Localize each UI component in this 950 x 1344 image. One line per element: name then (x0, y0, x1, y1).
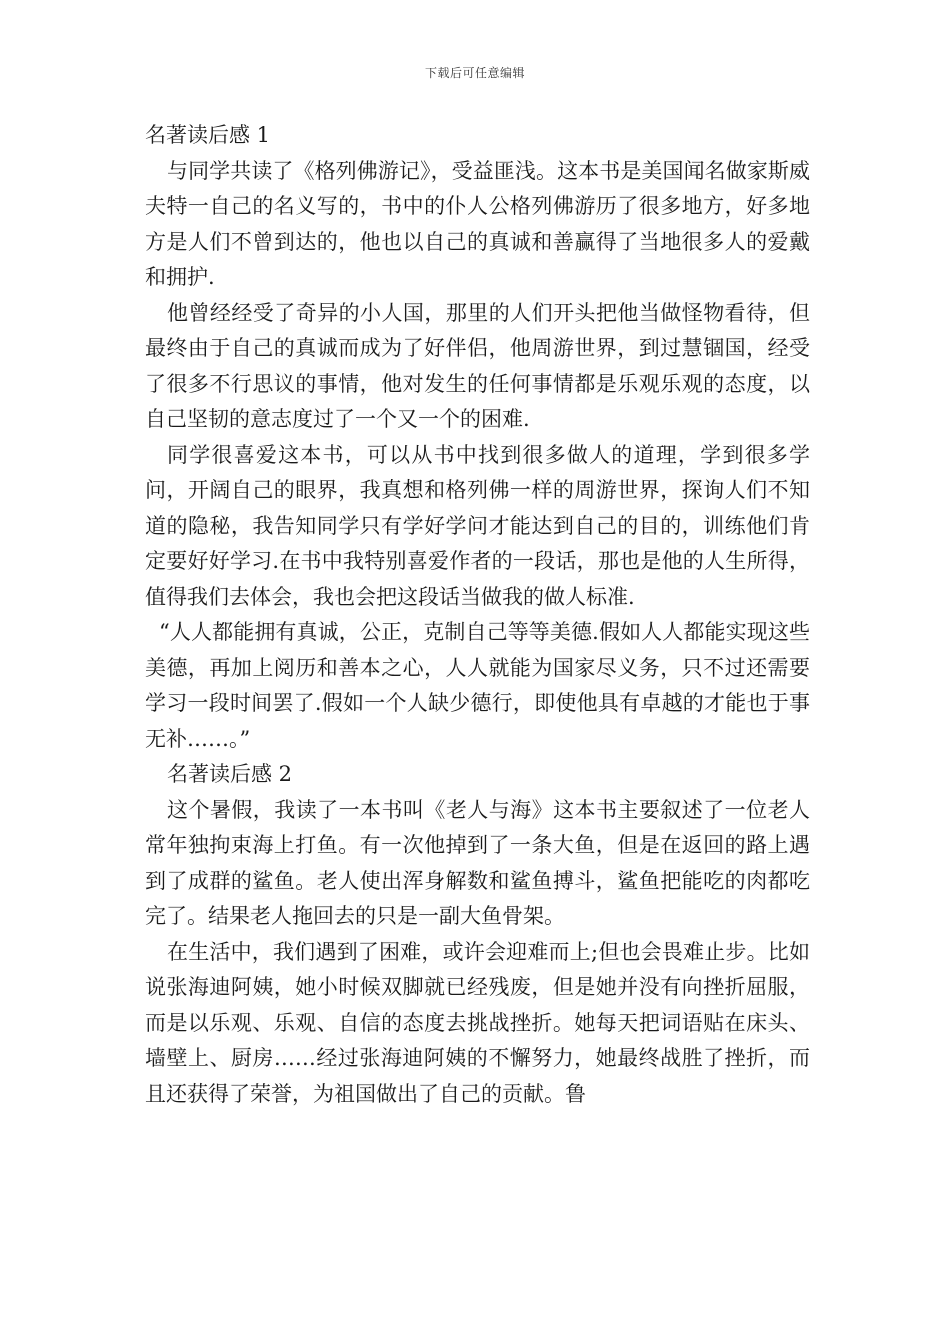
paragraph-1: 与同学共读了《格列佛游记》，受益匪浅。这本书是美国闻名做家斯威夫特一自己的名义写的，书中的仆人公格列佛游历了很多地方，好多地方是人们不曾到达的，他也以自己的真诚和善赢得了当地很多人的爱戴和拥护. (145, 158, 810, 289)
section-title-1: 名著读后感 1 (145, 123, 271, 147)
quote-paragraph: “人人都能拥有真诚，公正，克制自己等等美德.假如人人都能实现这些美德，再加上阅历和善本之心，人人就能为国家尽义务，只不过还需要学习一段时间罢了.假如一个人缺少德行，即使他具有卓越的才能也于事无补……。” (145, 620, 810, 751)
document-body (145, 118, 810, 1112)
page-header-note: 下载后可任意编辑 (424, 66, 525, 80)
paragraph-2: 他曾经经受了奇异的小人国，那里的人们开头把他当做怪物看待，但最终由于自己的真诚而成为了好伴侣，他周游世界，到过慧锢国，经受了很多不行思议的事情，他对发生的任何事情都是乐观乐观的态度，以自己坚韧的意志度过了一个又一个的困难. (145, 300, 810, 431)
paragraph-6: 在生活中，我们遇到了困难，或许会迎难而上;但也会畏难止步。比如说张海迪阿姨，她小时候双脚就已经残废，但是她并没有向挫折屈服，而是以乐观、乐观、自信的态度去挑战挫折。她每天把词语贴在床头、墙壁上、厨房……经过张海迪阿姨的不懈努力，她最终战胜了挫折，而且还获得了荣誉，为祖国做出了自己的贡献。鲁 (145, 939, 810, 1106)
section-title-2: 名著读后感 2 (167, 762, 293, 786)
paragraph-5: 这个暑假，我读了一本书叫《老人与海》这本书主要叙述了一位老人常年独拘束海上打鱼。有一次他掉到了一条大鱼，但是在返回的路上遇到了成群的鲨鱼。老人使出浑身解数和鲨鱼搏斗，鲨鱼把能吃的肉都吃完了。结果老人拖回去的只是一副大鱼骨架。 (145, 797, 810, 928)
paragraph-3: 同学很喜爱这本书，可以从书中找到很多做人的道理，学到很多学问，开阔自己的眼界，我真想和格列佛一样的周游世界，探询人们不知道的隐秘，我告知同学只有学好学问才能达到自己的目的，训练他们肯定要好好学习.在书中我特别喜爱作者的一段话，那也是他的人生所得，值得我们去体会，我也会把这段话当做我的做人标准. (145, 442, 810, 609)
